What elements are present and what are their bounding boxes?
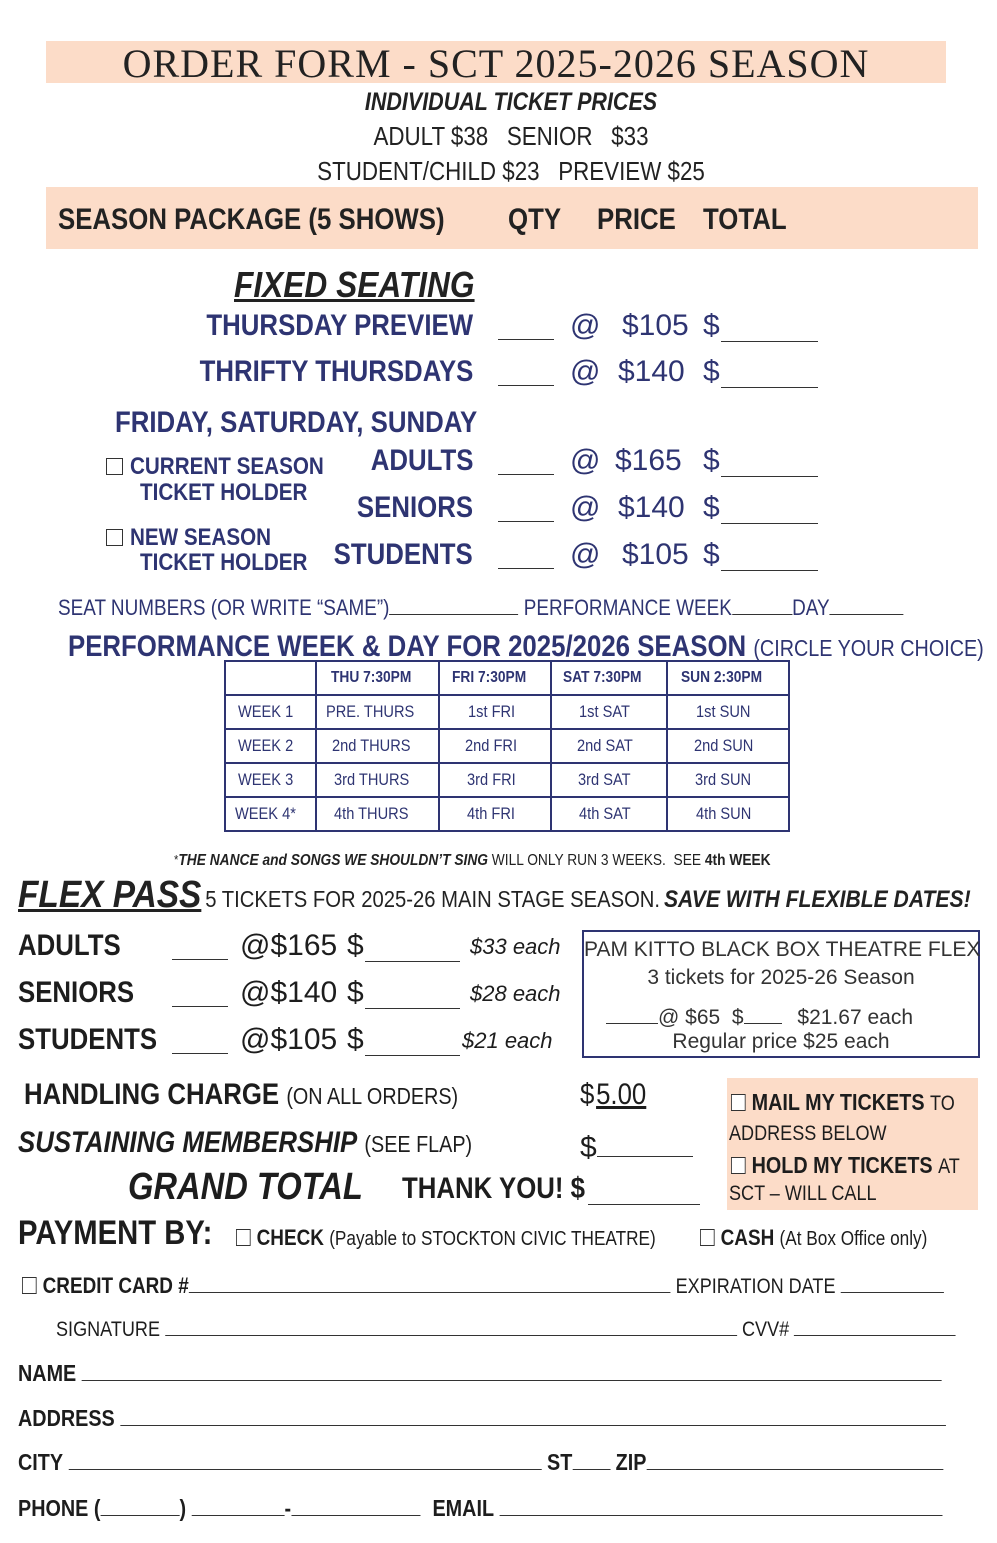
new-holder-checkbox[interactable] [106, 529, 123, 546]
signature-line [56, 1314, 997, 1342]
blackbox-line3 [606, 1002, 913, 1030]
at-sign: @ [570, 355, 601, 388]
qty-header: QTY [508, 203, 562, 236]
qty-field[interactable] [498, 491, 554, 522]
hold-tickets-option[interactable] [731, 1152, 997, 1179]
handling-value: $5.00 [580, 1078, 647, 1111]
blackbox-line1: PAM KITTO BLACK BOX THEATRE FLEX [584, 938, 981, 961]
dollar-sign: $ [703, 355, 720, 388]
qty-field[interactable] [498, 444, 554, 475]
footnote-end: 4th WEEK [704, 852, 771, 869]
phone-number-field[interactable] [291, 1492, 420, 1516]
flex-heading-line [18, 874, 997, 917]
check-option[interactable] [236, 1225, 724, 1251]
flex-row-seniors [172, 976, 561, 1015]
sustaining-line [18, 1126, 546, 1160]
perf-choice[interactable]: 4th THURS [316, 797, 439, 831]
flex-price: @$105 [240, 1023, 338, 1056]
performance-week-field[interactable] [732, 592, 792, 615]
day-label: DAY [792, 595, 830, 620]
prices-heading: INDIVIDUAL TICKET PRICES [364, 88, 658, 116]
total-field[interactable] [721, 497, 818, 524]
total-header: TOTAL [703, 203, 787, 236]
seat-numbers-field[interactable] [389, 592, 518, 615]
dollar-sign: $ [703, 491, 720, 524]
row-seniors [498, 491, 720, 530]
name-line [18, 1357, 997, 1387]
flex-seniors-label: SENIORS [18, 976, 135, 1009]
prices-line-2: STUDENT/CHILD $23 PREVIEW $25 [317, 156, 705, 186]
col-sun: SUN 2:30PM [667, 661, 789, 695]
flex-total-field[interactable] [365, 935, 460, 962]
credit-card-checkbox[interactable] [22, 1277, 37, 1294]
email-field[interactable] [500, 1492, 943, 1516]
perf-choice[interactable]: 2nd SUN [667, 729, 789, 763]
flex-qty-field[interactable] [172, 976, 228, 1007]
zip-label: ZIP [615, 1449, 647, 1475]
at-sign: @ [570, 444, 601, 477]
adults-label: ADULTS [370, 444, 473, 477]
perf-choice[interactable]: 4th FRI [439, 797, 551, 831]
check-checkbox[interactable] [236, 1229, 251, 1246]
at-sign: @ [570, 538, 601, 571]
signature-field[interactable] [165, 1314, 737, 1336]
handling-label: HANDLING CHARGE [24, 1078, 280, 1111]
dollar-sign: $ [347, 929, 364, 962]
qty-field[interactable] [498, 355, 554, 386]
cvv-field[interactable] [794, 1314, 956, 1336]
flex-total-field[interactable] [365, 1029, 460, 1056]
flex-row-adults [172, 929, 561, 968]
perf-choice[interactable]: 1st SAT [551, 695, 667, 729]
cash-note: (At Box Office only) [779, 1228, 928, 1250]
perf-choice[interactable]: 2nd THURS [316, 729, 439, 763]
row-thursday-preview [498, 309, 720, 348]
credit-card-label: CREDIT CARD # [42, 1273, 189, 1298]
mail-tickets-option[interactable] [731, 1089, 991, 1116]
table-row [225, 797, 789, 831]
thank-you: THANK YOU! $ [402, 1172, 586, 1205]
cash-option[interactable] [700, 1225, 964, 1251]
blackbox-qty-field[interactable] [606, 1002, 658, 1024]
week-label: WEEK 4* [225, 797, 316, 831]
fixed-seating-heading: FIXED SEATING [234, 264, 475, 305]
sustaining-field[interactable] [597, 1126, 693, 1157]
week-label: WEEK 2 [225, 729, 316, 763]
dollar-sign: $ [347, 976, 364, 1009]
flex-save: SAVE WITH FLEXIBLE DATES! [663, 886, 971, 913]
blackbox-line2: 3 tickets for 2025-26 Season [647, 966, 915, 989]
price-value: $140 [618, 491, 685, 524]
performance-table [224, 660, 790, 832]
table-row [225, 729, 789, 763]
phone-line [18, 1492, 997, 1522]
credit-card-line [22, 1270, 997, 1299]
check-note: (Payable to STOCKTON CIVIC THEATRE) [329, 1228, 656, 1250]
form-title: ORDER FORM - SCT 2025-2026 SEASON [122, 41, 870, 86]
email-label: EMAIL [432, 1495, 495, 1521]
perf-choice[interactable]: 4th SUN [667, 797, 789, 831]
mail-tickets-label: MAIL MY TICKETS [751, 1089, 925, 1115]
flex-each: $33 each [470, 934, 561, 959]
cash-label: CASH [720, 1225, 775, 1250]
col-sat: SAT 7:30PM [551, 661, 667, 695]
price-value: $105 [622, 309, 689, 342]
performance-heading-text: PERFORMANCE WEEK & DAY FOR 2025/2026 SEASON [68, 630, 747, 663]
grand-total-value [402, 1172, 615, 1206]
seat-numbers-label: SEAT NUMBERS (OR WRITE “SAME”) [58, 595, 390, 620]
flex-pass-heading: FLEX PASS [18, 874, 202, 916]
city-line [18, 1446, 997, 1476]
seniors-label: SENIORS [356, 491, 473, 524]
will-call: SCT – WILL CALL [729, 1182, 877, 1205]
col-fri: FRI 7:30PM [439, 661, 551, 695]
seat-numbers-line [58, 592, 997, 621]
perf-choice[interactable]: 3rd SUN [667, 763, 789, 797]
flex-students-label: STUDENTS [18, 1023, 158, 1056]
footnote-star: * [174, 852, 179, 867]
price-header: PRICE [597, 203, 676, 236]
footnote-shows: THE NANCE and SONGS WE SHOULDN’T SING [178, 852, 488, 869]
thrifty-thursdays-label: THRIFTY THURSDAYS [199, 355, 473, 388]
payment-heading: PAYMENT BY: [18, 1214, 213, 1252]
current-holder-option[interactable] [106, 455, 355, 479]
check-label: CHECK [256, 1225, 324, 1250]
flex-qty-field[interactable] [172, 929, 228, 960]
perf-choice[interactable]: PRE. THURS [316, 695, 439, 729]
col-thu: THU 7:30PM [316, 661, 439, 695]
flex-price: @$165 [240, 929, 338, 962]
week-label: WEEK 3 [225, 763, 316, 797]
cvv-label: CVV# [741, 1318, 790, 1341]
hold-tickets-checkbox[interactable] [731, 1157, 746, 1174]
perf-choice[interactable]: 2nd SAT [551, 729, 667, 763]
total-field[interactable] [721, 315, 818, 342]
credit-card-field[interactable] [189, 1270, 671, 1293]
address-line [18, 1402, 997, 1432]
new-holder-option[interactable] [106, 526, 294, 550]
blackbox-price: @ $65 $ [658, 1006, 744, 1029]
flex-each: $21 each [462, 1028, 553, 1053]
blackbox-each: $21.67 each [797, 1006, 913, 1029]
zip-field[interactable] [646, 1446, 943, 1470]
hold-tickets-label: HOLD MY TICKETS [751, 1152, 933, 1178]
handling-line [24, 1078, 529, 1112]
flex-adults-label: ADULTS [18, 929, 121, 962]
day-field[interactable] [830, 592, 904, 615]
table-row [225, 695, 789, 729]
sustaining-note: (SEE FLAP) [364, 1131, 473, 1157]
thursday-preview-label: THURSDAY PREVIEW [206, 309, 473, 342]
cash-checkbox[interactable] [700, 1229, 715, 1246]
st-label: ST [547, 1449, 573, 1475]
flex-qty-field[interactable] [172, 1023, 228, 1054]
city-label: CITY [18, 1449, 64, 1475]
st-field[interactable] [572, 1446, 610, 1470]
qty-field[interactable] [498, 309, 554, 340]
name-field[interactable] [82, 1357, 942, 1381]
row-students [498, 538, 720, 577]
address-label: ADDRESS [18, 1405, 115, 1431]
row-thrifty-thursdays [498, 355, 720, 394]
at-sign: @ [570, 309, 601, 342]
row-adults [498, 444, 720, 483]
flex-row-students [172, 1023, 553, 1062]
current-holder-checkbox[interactable] [106, 458, 123, 475]
current-holder-line2: TICKET HOLDER [140, 479, 308, 506]
phone-dash: - [284, 1495, 292, 1521]
signature-label: SIGNATURE [56, 1318, 161, 1341]
table-corner [225, 661, 316, 695]
footnote-mid: WILL ONLY RUN 3 WEEKS. SEE [487, 852, 705, 869]
flex-total-field[interactable] [365, 982, 460, 1009]
name-label: NAME [18, 1360, 77, 1386]
new-holder-line1: NEW SEASON [130, 524, 272, 551]
perf-choice[interactable]: 1st FRI [439, 695, 551, 729]
flex-price: @$140 [240, 976, 338, 1009]
table-row [225, 763, 789, 797]
total-field[interactable] [721, 450, 818, 477]
week-label: WEEK 1 [225, 695, 316, 729]
week-footnote [174, 852, 868, 870]
performance-week-label: PERFORMANCE WEEK [523, 595, 732, 620]
flex-each: $28 each [470, 981, 561, 1006]
hold-at: AT [938, 1155, 960, 1178]
phone-label: PHONE ( [18, 1495, 101, 1521]
grand-total-label: GRAND TOTAL [128, 1166, 363, 1208]
area-code-field[interactable] [100, 1492, 179, 1516]
qty-field[interactable] [498, 538, 554, 569]
perf-choice[interactable]: 3rd THURS [316, 763, 439, 797]
perf-choice[interactable]: 1st SUN [667, 695, 789, 729]
performance-heading [68, 630, 997, 664]
perf-choice[interactable]: 3rd FRI [439, 763, 551, 797]
dollar-sign: $ [703, 538, 720, 571]
at-sign: @ [570, 491, 601, 524]
table-header-row [225, 661, 789, 695]
city-field[interactable] [69, 1446, 542, 1470]
price-value: $165 [615, 444, 682, 477]
address-field[interactable] [120, 1402, 946, 1426]
price-value: $105 [622, 538, 689, 571]
phone-close: ) [179, 1495, 187, 1521]
circle-your-choice: (CIRCLE YOUR CHOICE) [753, 635, 984, 661]
season-package-label: SEASON PACKAGE (5 SHOWS) [58, 203, 445, 236]
total-field[interactable] [721, 544, 818, 571]
total-field[interactable] [721, 361, 818, 388]
phone-prefix-field[interactable] [192, 1492, 285, 1516]
handling-note: (ON ALL ORDERS) [286, 1083, 459, 1109]
perf-choice[interactable]: 3rd SAT [551, 763, 667, 797]
blackbox-total-field[interactable] [744, 1002, 782, 1024]
fss-label: FRIDAY, SATURDAY, SUNDAY [114, 406, 477, 439]
mail-to: TO [930, 1092, 955, 1115]
dollar-sign: $ [703, 309, 720, 342]
perf-choice[interactable]: 4th SAT [551, 797, 667, 831]
students-label: STUDENTS [333, 538, 473, 571]
prices-line-1: ADULT $38 SENIOR $33 [373, 121, 649, 151]
mail-address-below: ADDRESS BELOW [729, 1122, 887, 1145]
sustaining-value: $ [580, 1126, 693, 1165]
perf-choice[interactable]: 2nd FRI [439, 729, 551, 763]
price-value: $140 [618, 355, 685, 388]
current-holder-line1: CURRENT SEASON [130, 453, 324, 480]
expiration-label: EXPIRATION DATE [675, 1275, 836, 1298]
flex-desc: 5 TICKETS FOR 2025-26 MAIN STAGE SEASON. [205, 886, 661, 912]
blackbox-line4: Regular price $25 each [672, 1030, 890, 1053]
expiration-field[interactable] [841, 1270, 944, 1293]
dollar-sign: $ [703, 444, 720, 477]
mail-tickets-checkbox[interactable] [731, 1094, 746, 1111]
dollar-sign: $ [347, 1023, 364, 1056]
sustaining-label: SUSTAINING MEMBERSHIP [18, 1126, 358, 1159]
new-holder-line2: TICKET HOLDER [140, 549, 308, 576]
grand-total-field[interactable] [588, 1178, 700, 1205]
